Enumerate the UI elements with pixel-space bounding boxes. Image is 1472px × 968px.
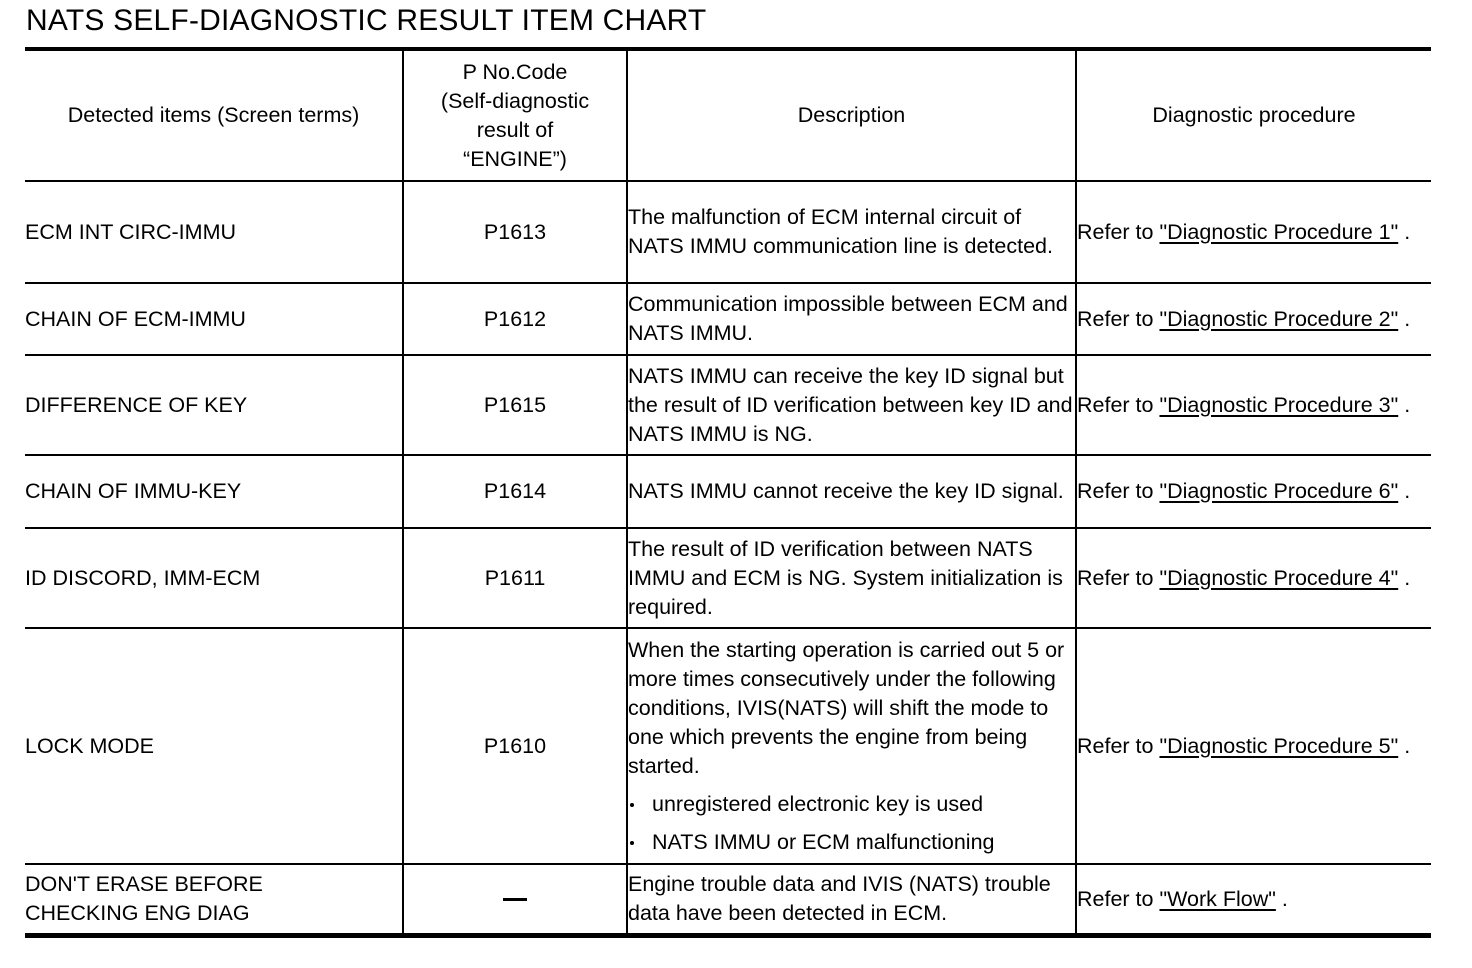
detected-item	[25, 864, 403, 933]
description: NATS IMMU can receive the key ID signal but the result of ID verification between key ID and NATS IMMU is NG.	[627, 355, 1076, 455]
detected-item: CHAIN OF IMMU-KEY	[25, 455, 403, 528]
refer-label: Refer to	[1077, 306, 1154, 331]
detected-item-line: CHECKING ENG DIAG	[25, 901, 250, 925]
condition-item	[628, 828, 1075, 857]
p-code: P1613	[403, 181, 627, 283]
work-flow-link[interactable]: "Work Flow"	[1159, 886, 1276, 911]
table-row	[25, 528, 1431, 628]
condition-list	[628, 790, 1075, 857]
diagnostic-procedure-link[interactable]: "Diagnostic Procedure 2"	[1159, 306, 1399, 331]
header-description: Description	[627, 51, 1076, 181]
bullet-icon	[630, 803, 634, 807]
header-p-code-line: result of	[476, 117, 554, 142]
procedure-suffix: .	[1404, 565, 1411, 590]
procedure-suffix: .	[1404, 392, 1411, 417]
diagnostic-procedure	[1076, 864, 1431, 933]
diagnostic-procedure	[1076, 455, 1431, 528]
p-code: P1610	[403, 628, 627, 864]
diagnostic-procedure	[1076, 528, 1431, 628]
p-code: P1614	[403, 455, 627, 528]
procedure-suffix: .	[1404, 733, 1411, 758]
description: NATS IMMU cannot receive the key ID signal.	[627, 455, 1076, 528]
p-code: P1611	[403, 528, 627, 628]
table-row	[25, 181, 1431, 283]
detected-item: LOCK MODE	[25, 628, 403, 864]
condition-text: NATS IMMU or ECM malfunctioning	[652, 829, 995, 854]
bullet-icon	[630, 841, 634, 845]
detected-item: CHAIN OF ECM-IMMU	[25, 283, 403, 355]
header-p-code-line: (Self-diagnostic	[440, 88, 590, 113]
p-code: P1612	[403, 283, 627, 355]
header-p-code	[403, 51, 627, 181]
diagnostic-procedure-link[interactable]: "Diagnostic Procedure 5"	[1159, 733, 1399, 758]
refer-label: Refer to	[1077, 479, 1154, 503]
p-code: P1615	[403, 355, 627, 455]
diagnostic-procedure	[1076, 283, 1431, 355]
table-row	[25, 455, 1431, 528]
description: The result of ID verification between NATS IMMU and ECM is NG. System initialization is required.	[627, 528, 1076, 628]
header-p-code-line: P No.Code	[462, 59, 568, 84]
refer-label: Refer to	[1077, 733, 1154, 758]
em-dash-icon	[503, 898, 527, 901]
diagnostic-procedure-link[interactable]: "Diagnostic Procedure 1"	[1159, 219, 1399, 244]
procedure-suffix: .	[1404, 479, 1411, 503]
refer-label: Refer to	[1077, 392, 1154, 417]
header-p-code-line: “ENGINE”)	[463, 146, 567, 171]
description-text: When the starting operation is carried out 5 or more times consecutively under the following conditions, IVIS(NATS) will shift the mode to one which prevents the engine from being started.	[628, 637, 1065, 778]
description: The malfunction of ECM internal circuit of NATS IMMU communication line is detected.	[627, 181, 1076, 283]
diagnostic-procedure	[1076, 628, 1431, 864]
header-diagnostic-procedure: Diagnostic procedure	[1076, 51, 1431, 181]
diagnostic-result-table	[25, 51, 1431, 933]
detected-item: ID DISCORD, IMM-ECM	[25, 528, 403, 628]
procedure-suffix: .	[1404, 306, 1411, 331]
table-row	[25, 628, 1431, 864]
description	[627, 628, 1076, 864]
diagnostic-procedure-link[interactable]: "Diagnostic Procedure 6"	[1159, 479, 1399, 503]
refer-label: Refer to	[1077, 565, 1154, 590]
page-title: NATS SELF-DIAGNOSTIC RESULT ITEM CHART	[26, 4, 707, 37]
detected-item: DIFFERENCE OF KEY	[25, 355, 403, 455]
procedure-suffix: .	[1281, 886, 1288, 911]
condition-item	[628, 790, 1075, 819]
refer-label: Refer to	[1077, 219, 1154, 244]
diagnostic-procedure	[1076, 181, 1431, 283]
diagnostic-procedure-link[interactable]: "Diagnostic Procedure 4"	[1159, 565, 1399, 590]
procedure-suffix: .	[1404, 219, 1411, 244]
table-row	[25, 864, 1431, 933]
table-header-row	[25, 51, 1431, 181]
condition-text: unregistered electronic key is used	[652, 791, 984, 816]
description: Communication impossible between ECM and NATS IMMU.	[627, 283, 1076, 355]
table-row	[25, 355, 1431, 455]
header-detected-items: Detected items (Screen terms)	[25, 51, 403, 181]
table-row	[25, 283, 1431, 355]
bottom-rule	[25, 933, 1431, 938]
p-code	[403, 864, 627, 933]
refer-label: Refer to	[1077, 886, 1154, 911]
detected-item: ECM INT CIRC-IMMU	[25, 181, 403, 283]
diagnostic-procedure-link[interactable]: "Diagnostic Procedure 3"	[1159, 392, 1399, 417]
diagnostic-procedure	[1076, 355, 1431, 455]
detected-item-line: DON'T ERASE BEFORE	[25, 872, 263, 896]
description: Engine trouble data and IVIS (NATS) trouble data have been detected in ECM.	[627, 864, 1076, 933]
